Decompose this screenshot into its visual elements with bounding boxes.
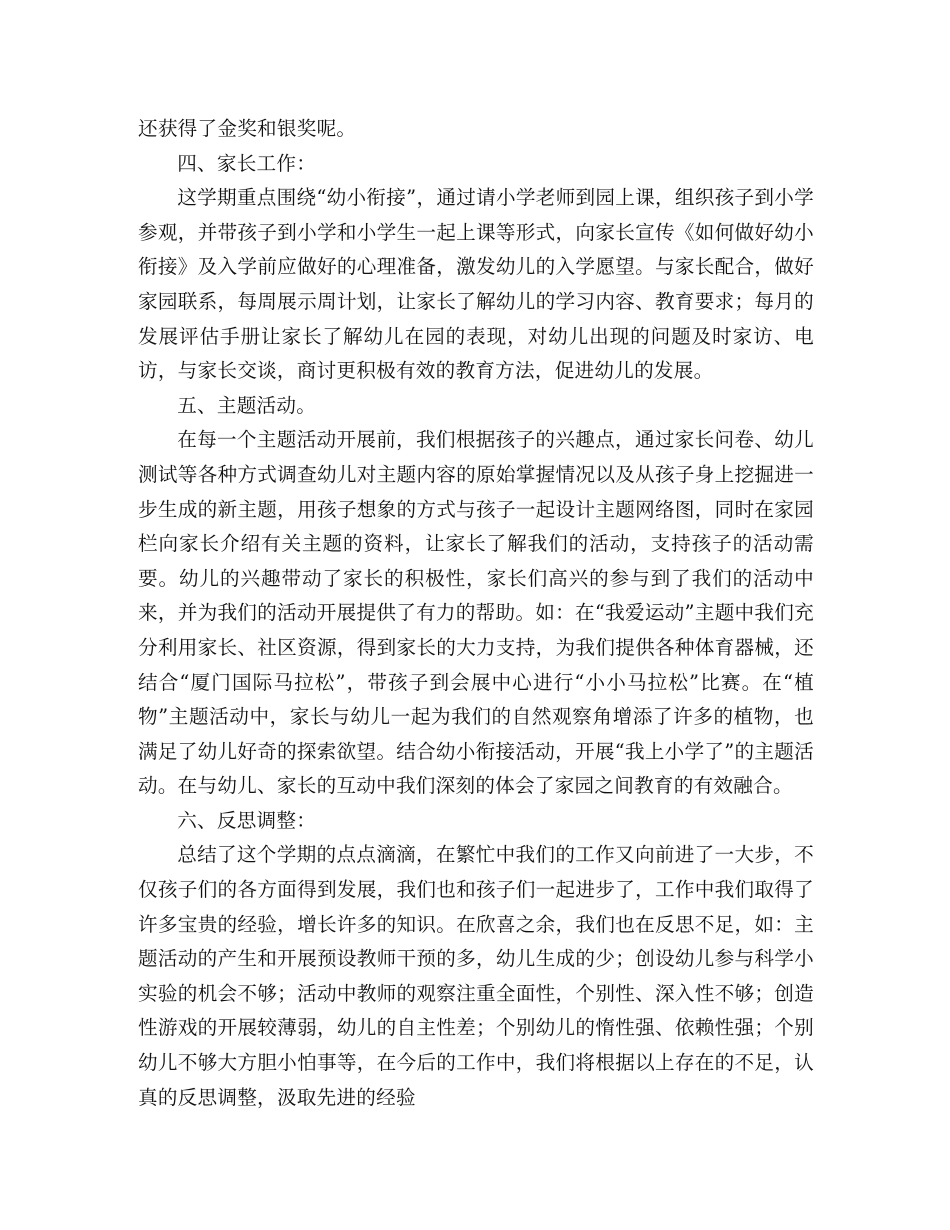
section-heading-theme-activities: 五、主题活动。	[177, 393, 317, 417]
paragraph-parent-work: 这学期重点围绕“幼小衔接”，通过请小学老师到园上课，组织孩子到小学参观，并带孩子到小学和小学生一起上课等形式，向家长宣传《如何做好幼小衔接》及入学前应做好的心理准备，激发幼儿的入学愿望。与家长配合，做好家园联系，每周展示周计划，让家长了解幼儿的学习内容、教育要求；每月的发展评估手册让家长了解幼儿在园的表现，对幼儿出现的问题及时家访、电访，与家长交谈，商讨更积极有效的教育方法，促进幼儿的发展。	[138, 186, 814, 383]
paragraph-theme-activities: 在每一个主题活动开展前，我们根据孩子的兴趣点，通过家长问卷、幼儿测试等各种方式调查幼儿对主题内容的原始掌握情况以及从孩子身上挖掘进一步生成的新主题，用孩子想象的方式与孩子一起设计主题网络图，同时在家园栏向家长介绍有关主题的资料，让家长了解我们的活动，支持孩子的活动需要。幼儿的兴趣带动了家长的积极性，家长们高兴的参与到了我们的活动中来，并为我们的活动开展提供了有力的帮助。如：在“我爱运动”主题中我们充分利用家长、社区资源，得到家长的大力支持，为我们提供各种体育器械，还结合“厦门国际马拉松”，带孩子到会展中心进行“小小马拉松”比赛。在“植物”主题活动中，家长与幼儿一起为我们的自然观察角增添了许多的植物，也满足了幼儿好奇的探索欲望。结合幼小衔接活动，开展“我上小学了”的主题活动。在与幼儿、家长的互动中我们深刻的体会了家园之间教育的有效融合。	[138, 428, 814, 798]
paragraph-reflection: 总结了这个学期的点点滴滴，在繁忙中我们的工作又向前进了一大步，不仅孩子们的各方面得到发展，我们也和孩子们一起进步了，工作中我们取得了许多宝贵的经验，增长许多的知识。在欣喜之余，我们也在反思不足，如：主题活动的产生和开展预设教师干预的多，幼儿生成的少；创设幼儿参与科学小实验的机会不够；活动中教师的观察注重全面性，个别性、深入性不够；创造性游戏的开展较薄弱，幼儿的自主性差；个别幼儿的惰性强、依赖性强；个别幼儿不够大方胆小怕事等，在今后的工作中，我们将根据以上存在的不足，认真的反思调整，汲取先进的经验	[138, 843, 814, 1109]
document-body	[138, 112, 814, 1115]
section-heading-reflection: 六、反思调整：	[177, 808, 317, 832]
paragraph-continuation: 还获得了金奖和银奖呢。	[138, 117, 357, 140]
section-heading-parent-work: 四、家长工作：	[177, 151, 317, 175]
